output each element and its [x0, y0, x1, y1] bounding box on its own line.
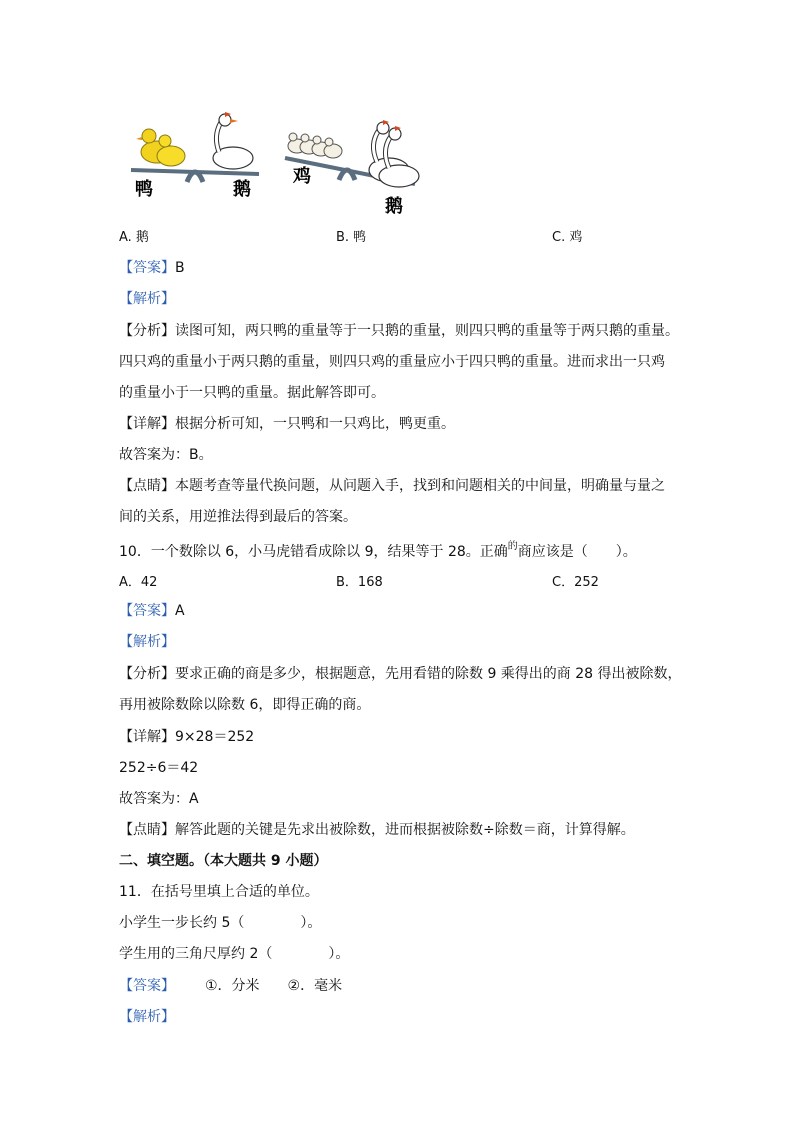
label-goose-2: 鹅 [385, 196, 403, 217]
q9-fenxi-line-1 [119, 321, 679, 341]
q10-option-b: B．168 [336, 575, 383, 590]
q10-jiexi: 【解析】 [119, 634, 175, 650]
q9-answer [119, 258, 185, 278]
q10-xiangjie [119, 727, 254, 747]
q9-fenxi-line-2: 四只鸡的重量小于两只鹅的重量，则四只鸡的重量应小于四只鸭的重量。进而求出一只鸡 [119, 354, 665, 370]
q10-stem-de: 的 [507, 541, 518, 552]
q11-jiexi: 【解析】 [119, 1009, 175, 1025]
q10-calc-line-2: 252÷6＝42 [119, 760, 199, 776]
q10-option-c: C．252 [552, 575, 599, 590]
answer-value: ①．分米 ②．毫米 [205, 978, 343, 994]
q9-option-c: C. 鸡 [552, 230, 583, 245]
q10-answer [119, 601, 185, 621]
q11-answer [119, 976, 342, 996]
answer-tag: 【答案】 [119, 603, 175, 619]
fenxi-text: 读图可知，两只鸭的重量等于一只鹅的重量，则四只鸭的重量等于两只鹅的重量。 [175, 323, 679, 339]
q11-line-2: 学生用的三角尺厚约 2（ ）。 [119, 946, 350, 962]
q9-final: 故答案为：B。 [119, 447, 213, 463]
dianjing-text: 解答此题的关键是先求出被除数，进而根据被除数÷除数＝商，计算得解。 [175, 822, 635, 838]
q11-line-1: 小学生一步长约 5（ ）。 [119, 915, 322, 931]
q9-xiangjie [119, 414, 455, 434]
answer-tag: 【答案】 [119, 978, 175, 994]
xiangjie-text: 根据分析可知，一只鸭和一只鸡比，鸭更重。 [175, 416, 455, 432]
q10-fenxi-line-2: 再用被除数除以除数 6，即得正确的商。 [119, 697, 371, 713]
duck-icon [136, 129, 185, 166]
section-2-title: 二、填空题。（本大题共 9 小题） [119, 853, 328, 869]
left-seesaw [131, 112, 259, 200]
q10-option-a: A．42 [119, 575, 158, 590]
q10-stem [119, 542, 637, 564]
q10-stem-part-a: 10．一个数除以 6，小马虎错看成除以 9，结果等于 28。正确 [119, 544, 508, 560]
calc-line-1: 9×28＝252 [175, 729, 255, 745]
q11-stem: 11．在括号里填上合适的单位。 [119, 884, 319, 900]
label-duck: 鸭 [135, 179, 153, 200]
seesaw-illustration [127, 100, 427, 218]
goose-icon [213, 112, 253, 169]
xiangjie-tag: 【详解】 [119, 729, 175, 745]
fenxi-text: 要求正确的商是多少，根据题意，先用看错的除数 9 乘得出的商 28 得出被除数， [175, 666, 682, 682]
q10-final: 故答案为：A [119, 791, 199, 807]
q10-dianjing [119, 820, 635, 840]
q9-option-b: B. 鸭 [336, 230, 367, 245]
q9-dianjing-line-2: 间的关系，用逆推法得到最后的答案。 [119, 509, 357, 525]
label-goose-1: 鹅 [233, 179, 251, 200]
q10-stem-part-b: 商应该是（ ）。 [517, 544, 637, 560]
q9-fenxi-line-3: 的重量小于一只鸭的重量。据此解答即可。 [119, 385, 385, 401]
dianjing-tag: 【点睛】 [119, 478, 175, 494]
answer-value: A [175, 603, 185, 619]
dianjing-text: 本题考查等量代换问题，从问题入手，找到和问题相关的中间量，明确量与量之 [175, 478, 665, 494]
fenxi-tag: 【分析】 [119, 323, 175, 339]
chicken-icon [288, 133, 342, 158]
label-chicken: 鸡 [293, 166, 311, 187]
q9-jiexi: 【解析】 [119, 291, 175, 307]
q9-option-a: A. 鹅 [119, 230, 149, 245]
q10-fenxi-line-1 [119, 664, 682, 684]
answer-tag: 【答案】 [119, 260, 175, 276]
dianjing-tag: 【点睛】 [119, 822, 175, 838]
fenxi-tag: 【分析】 [119, 666, 175, 682]
q9-dianjing-line-1 [119, 476, 665, 496]
two-geese-icon [369, 120, 419, 187]
answer-value: B [175, 260, 185, 276]
xiangjie-tag: 【详解】 [119, 416, 175, 432]
right-seesaw [285, 120, 419, 217]
